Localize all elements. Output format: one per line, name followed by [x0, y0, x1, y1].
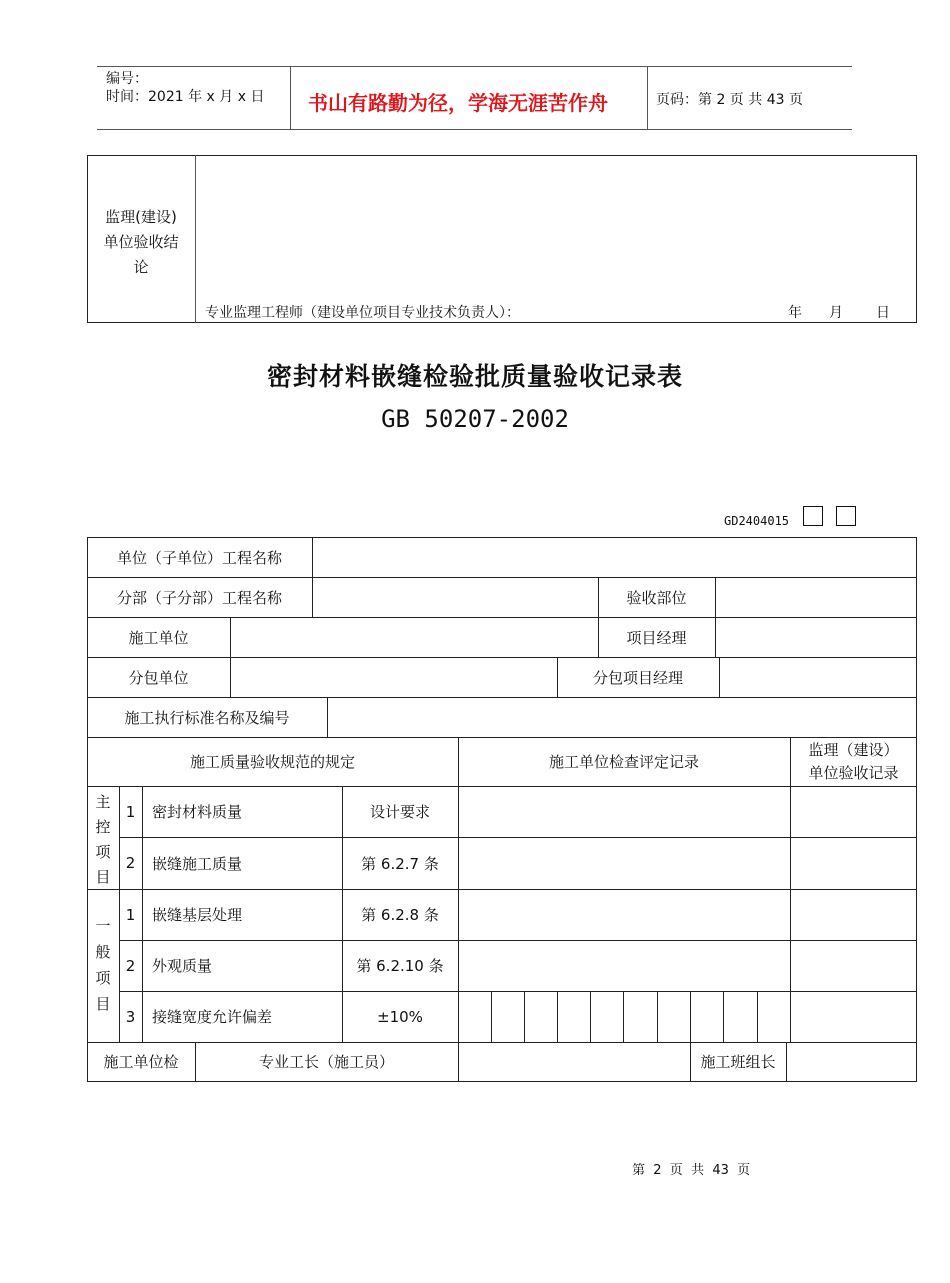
general-group-label: 一 般 项 目 — [95, 917, 111, 1013]
regulation-column-header: 施工质量验收规范的规定 — [189, 753, 355, 771]
general-item-name: 嵌缝基层处理 — [152, 906, 243, 924]
time-label: 时间：2021 年 x 月 x 日 — [106, 89, 265, 105]
division-project-name-label: 分部（子分部）工程名称 — [116, 588, 282, 607]
construction-inspection-label: 施工单位检 — [103, 1053, 179, 1071]
project-manager-label: 项目经理 — [626, 628, 687, 647]
construction-unit-field[interactable] — [231, 618, 598, 657]
general-item-requirement: 第 6.2.8 条 — [361, 906, 439, 924]
sign-month: 月 — [829, 305, 843, 321]
general-item-requirement: ±10% — [377, 1007, 423, 1026]
main-control-group-label: 主 控 项 目 — [95, 793, 111, 886]
standard-code: GB 50207-2002 — [381, 405, 569, 433]
subcontract-unit-field[interactable] — [231, 658, 557, 697]
general-item-name: 接缝宽度允许偏差 — [152, 1008, 273, 1026]
general-item-requirement: 第 6.2.10 条 — [356, 957, 444, 975]
supervision-engineer-signature: 专业监理工程师（建设单位项目专业技术负责人）： — [205, 305, 520, 321]
form-code: GD2404015 — [724, 514, 790, 528]
unit-project-name-field[interactable] — [313, 538, 916, 577]
acceptance-part-field[interactable] — [716, 578, 916, 617]
form-title: 密封材料嵌缝检验批质量验收记录表 — [266, 362, 683, 391]
team-leader-signature-field[interactable] — [787, 1043, 916, 1081]
general-item-name: 外观质量 — [152, 957, 213, 975]
sign-year: 年 — [788, 305, 802, 321]
sign-day: 日 — [876, 305, 890, 321]
general-item-no: 1 — [125, 905, 136, 924]
page-footer: 第 2 页 共 43 页 — [632, 1163, 751, 1178]
main-item-no: 1 — [125, 802, 136, 821]
main-item-no: 2 — [125, 854, 136, 872]
tolerance-measurement-cells[interactable] — [459, 992, 790, 1042]
main-item-requirement: 设计要求 — [369, 803, 430, 821]
foreman-signature-field[interactable] — [459, 1043, 690, 1081]
main-item-check-field[interactable] — [459, 787, 790, 837]
foreman-label: 专业工长（施工员） — [258, 1053, 394, 1071]
subcontract-manager-label: 分包项目经理 — [592, 668, 683, 687]
check-record-column-header: 施工单位检查评定记录 — [548, 753, 699, 771]
general-item-check-field[interactable] — [459, 941, 790, 991]
page-number-label: 页码：第 2 页 共 43 页 — [656, 92, 803, 108]
main-item-name: 密封材料质量 — [152, 803, 243, 821]
subcontract-unit-label: 分包单位 — [128, 668, 189, 687]
unit-project-name-label: 单位（子单位）工程名称 — [116, 548, 282, 567]
construction-unit-label: 施工单位 — [128, 628, 189, 647]
acceptance-part-label: 验收部位 — [626, 588, 687, 607]
general-item-no: 3 — [125, 1007, 136, 1026]
general-item-no: 2 — [125, 956, 136, 975]
serial-number-label: 编号： — [106, 71, 148, 87]
standard-name-field[interactable] — [328, 698, 916, 737]
team-leader-label: 施工班组长 — [700, 1053, 776, 1071]
main-item-check-field[interactable] — [459, 838, 790, 889]
supervision-column-header: 监理（建设） 单位验收记录 — [808, 741, 899, 782]
motto-text: 书山有路勤为径，学海无涯苦作舟 — [308, 91, 608, 115]
project-manager-field[interactable] — [716, 618, 916, 657]
standard-name-label: 施工执行标准名称及编号 — [124, 708, 290, 727]
general-item-check-field[interactable] — [459, 890, 790, 940]
supervision-conclusion-label: 监理(建设) 单位验收结 论 — [103, 208, 179, 276]
main-item-name: 嵌缝施工质量 — [152, 854, 243, 873]
main-item-requirement: 第 6.2.7 条 — [361, 854, 439, 873]
division-project-name-field[interactable] — [313, 578, 598, 617]
subcontract-manager-field[interactable] — [720, 658, 916, 697]
